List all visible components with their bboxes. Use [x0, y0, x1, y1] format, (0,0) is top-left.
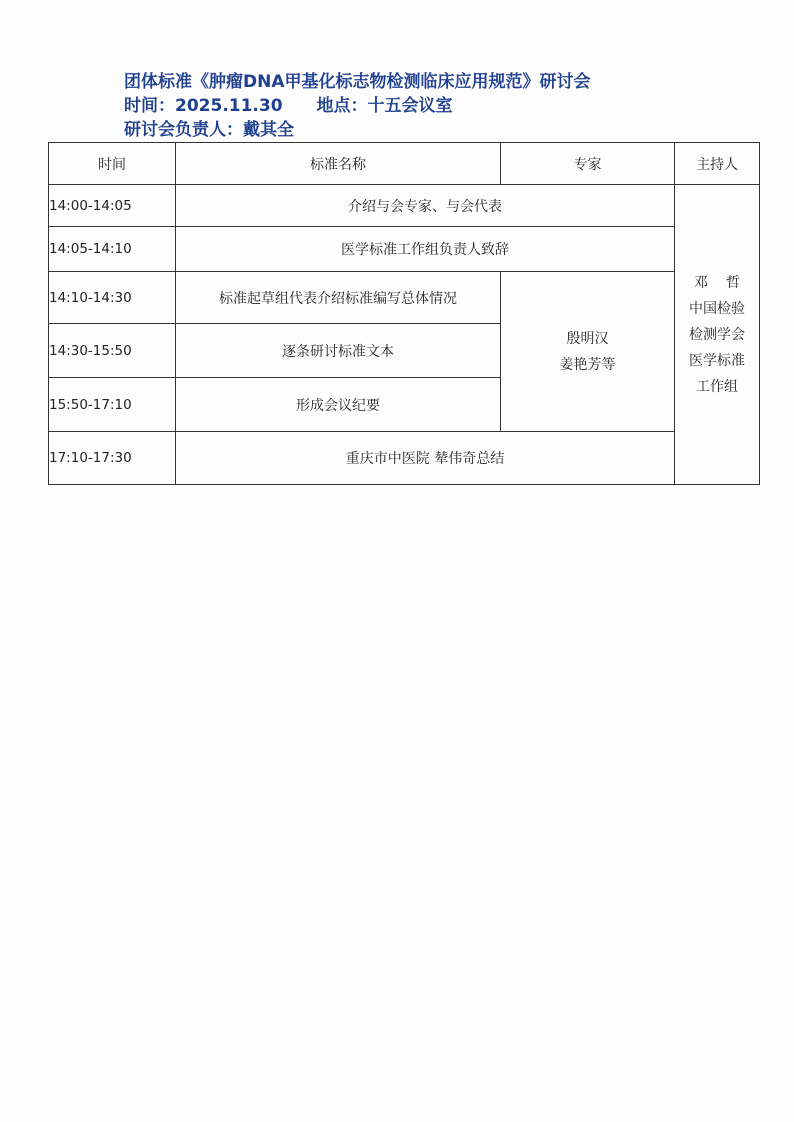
host-name: 邓哲 — [694, 274, 758, 291]
meeting-time-location — [124, 94, 764, 118]
table-row — [49, 432, 760, 485]
host-org-line: 中国检验 — [689, 300, 745, 317]
row-time: 14:00-14:05 — [49, 185, 176, 227]
table-row — [49, 272, 760, 324]
row-time: 14:10-14:30 — [49, 272, 176, 324]
row-time: 15:50-17:10 — [49, 378, 176, 432]
table-header-row — [49, 143, 760, 185]
row-time: 14:05-14:10 — [49, 227, 176, 272]
document-header — [124, 70, 764, 142]
row-time: 14:30-15:50 — [49, 324, 176, 378]
column-header-host: 主持人 — [675, 143, 760, 185]
meeting-organizer: 研讨会负责人：戴其全 — [124, 120, 294, 140]
meeting-time: 时间：2025.11.30 — [124, 96, 283, 116]
expert-name: 殷明汉 — [566, 330, 609, 347]
host-org-line: 检测学会 — [689, 326, 745, 343]
schedule-table — [48, 142, 760, 485]
host-org-line: 工作组 — [696, 378, 738, 395]
row-content: 重庆市中医院 辇伟奇总结 — [176, 432, 675, 485]
row-content: 标准起草组代表介绍标准编写总体情况 — [176, 272, 501, 324]
column-header-standard: 标准名称 — [176, 143, 501, 185]
column-header-time: 时间 — [49, 143, 176, 185]
row-content: 逐条研讨标准文本 — [176, 324, 501, 378]
row-content: 介绍与会专家、与会代表 — [176, 185, 675, 227]
row-time: 17:10-17:30 — [49, 432, 176, 485]
column-header-experts: 专家 — [501, 143, 675, 185]
table-row — [49, 227, 760, 272]
row-content: 形成会议纪要 — [176, 378, 501, 432]
row-content: 医学标准工作组负责人致辞 — [176, 227, 675, 272]
host-org-line: 医学标准 — [689, 352, 745, 369]
experts-cell — [501, 272, 675, 432]
table-row — [49, 185, 760, 227]
host-cell — [675, 185, 760, 485]
meeting-location: 地点：十五会议室 — [316, 96, 453, 116]
meeting-title: 团体标准《肿瘤DNA甲基化标志物检测临床应用规范》研讨会 — [124, 72, 591, 92]
expert-name: 姜艳芳等 — [559, 356, 616, 373]
